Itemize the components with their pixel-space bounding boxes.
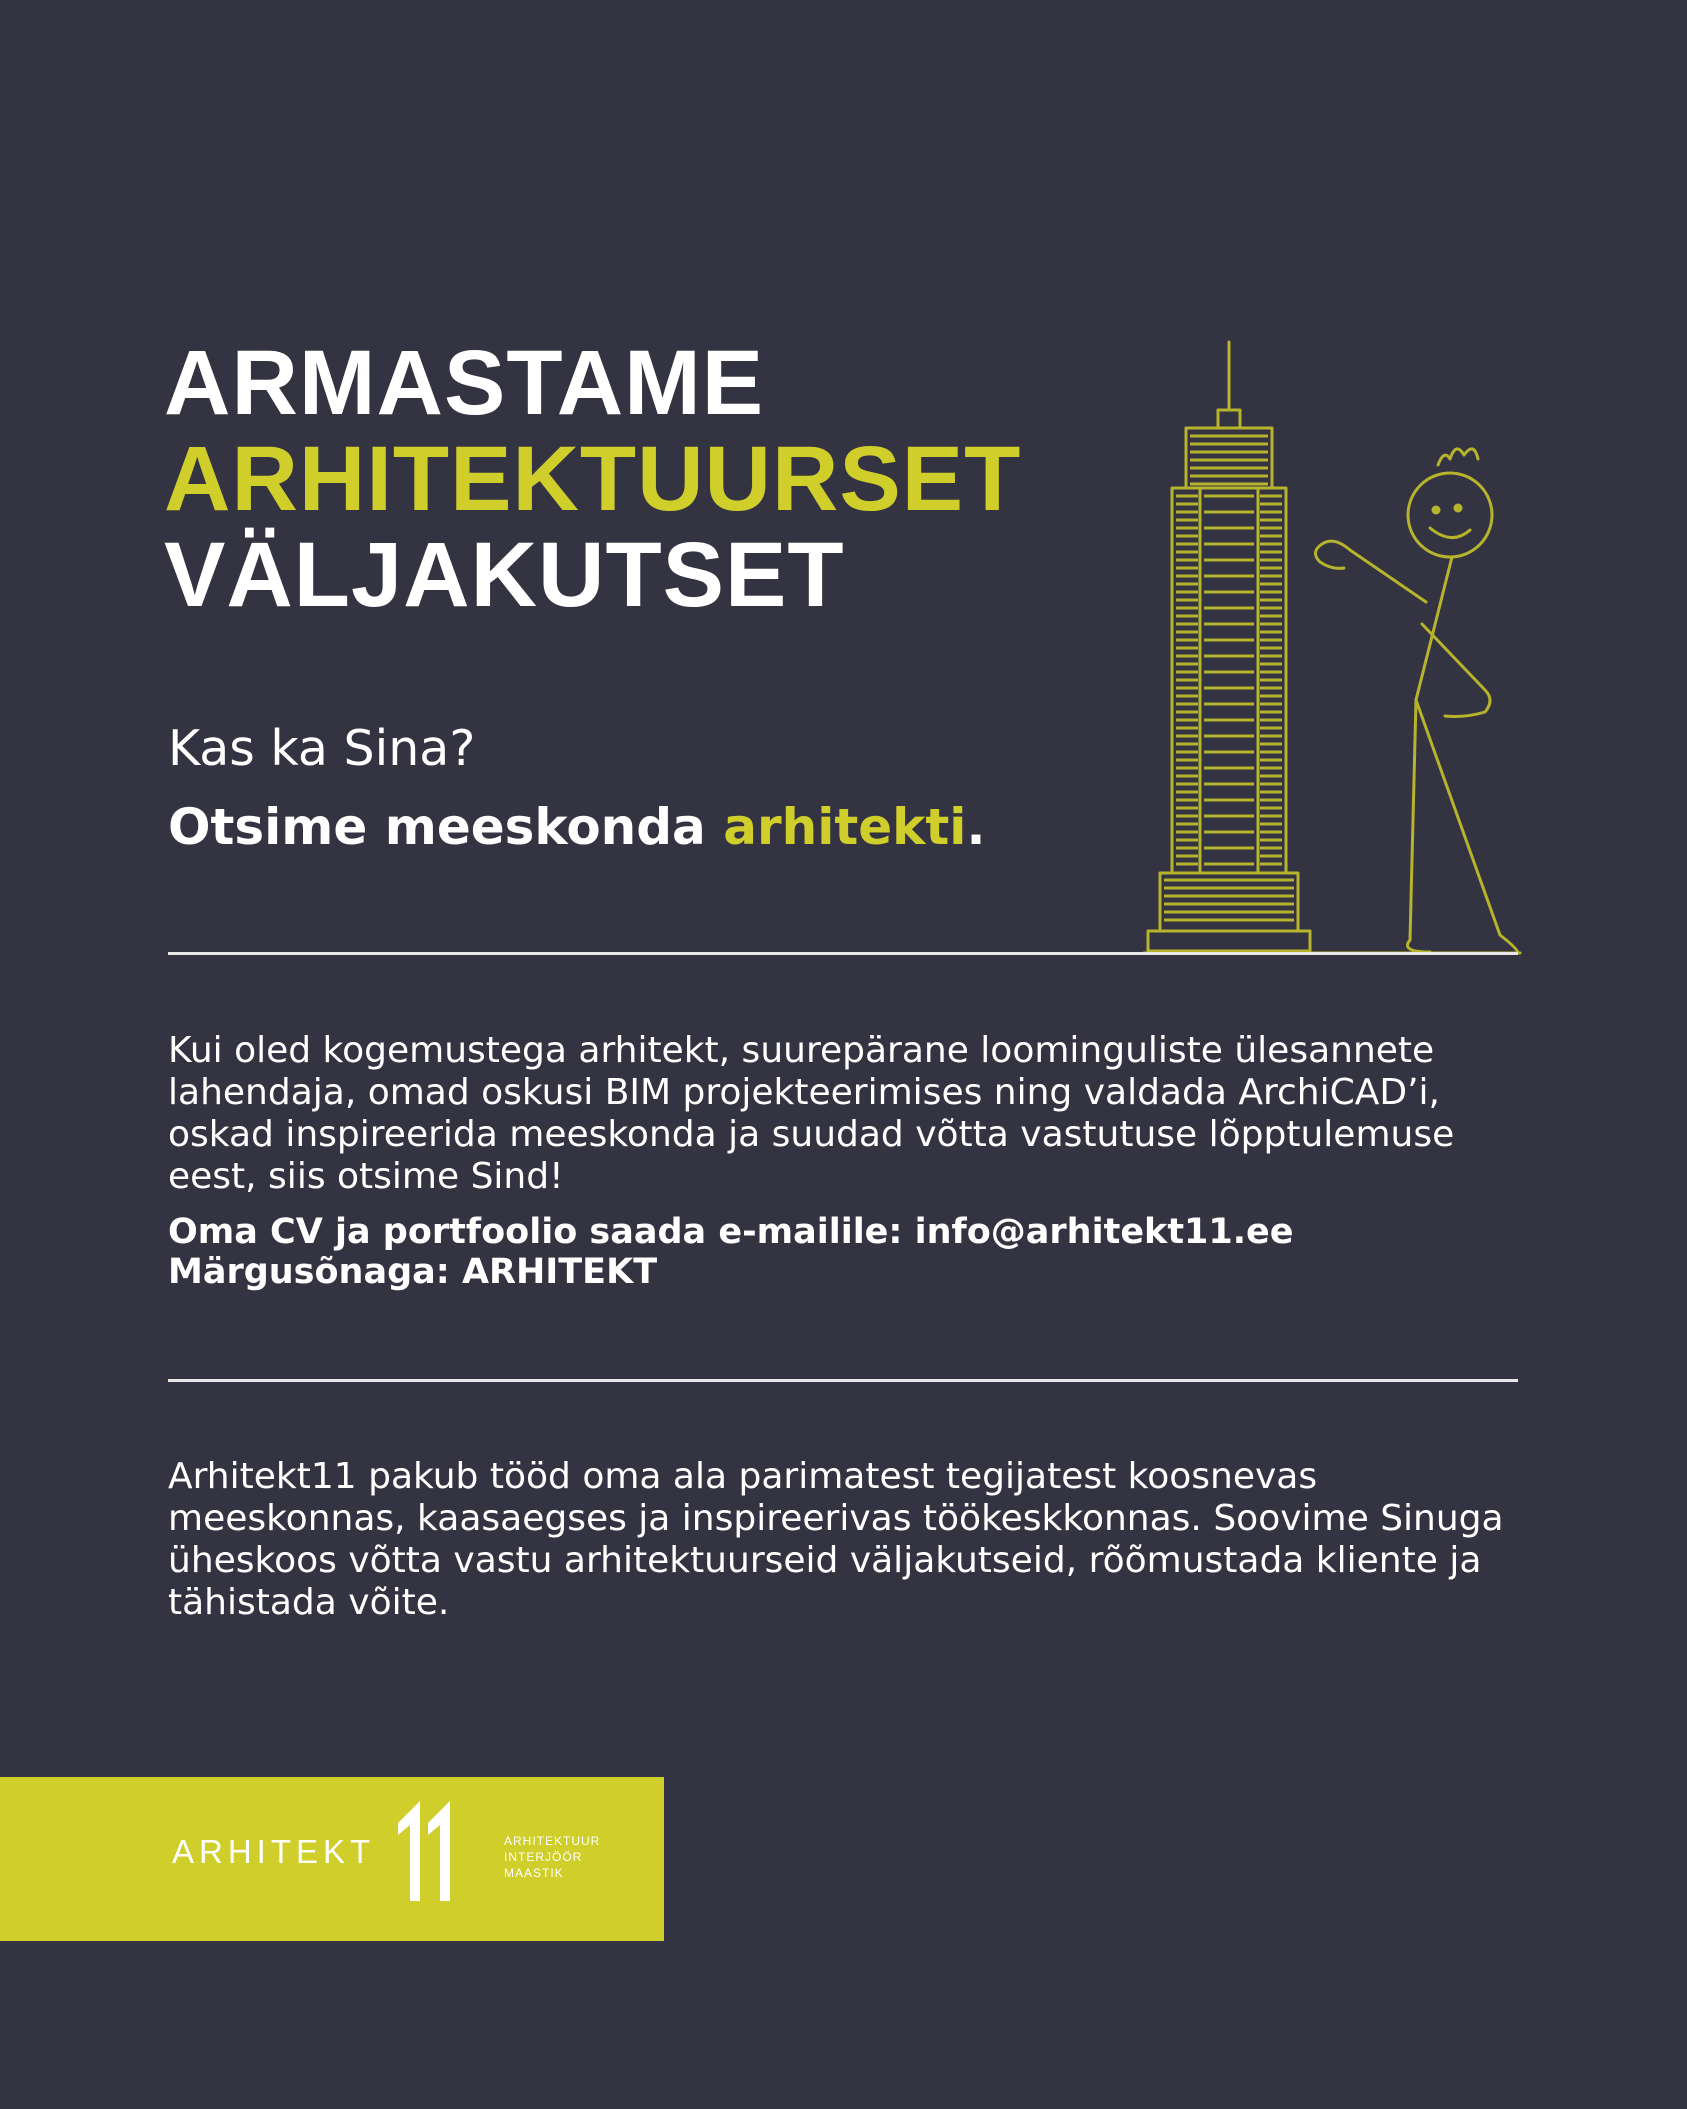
stick-figure	[1315, 449, 1518, 953]
divider-top	[168, 952, 1518, 955]
company-logo	[0, 1777, 664, 1941]
headline-line-1: ARMASTAME	[164, 332, 765, 434]
logo-taglines	[504, 1833, 600, 1881]
logo-tag-architecture: ARHITEKTUUR	[504, 1834, 601, 1848]
logo-11-mark	[398, 1801, 458, 1901]
subheading-accent: arhitekti	[723, 798, 967, 856]
skyscraper-illustration	[1140, 340, 1530, 955]
building-window-lines	[1164, 436, 1294, 920]
subheading-question: Kas ka Sina?	[168, 720, 476, 777]
logo-wordmark: ARHITEKT	[172, 1833, 376, 1870]
subheading-end: .	[966, 798, 986, 856]
contact-info	[168, 1212, 1294, 1292]
subheading-lead-text: Otsime meeskonda	[168, 798, 724, 856]
divider-bottom	[168, 1379, 1518, 1382]
contact-email-line: Oma CV ja portfoolio saada e-mailile: info@arhitekt11.ee	[168, 1212, 1294, 1252]
logo-tag-landscape: MAASTIK	[504, 1866, 564, 1880]
offer-paragraph: Arhitekt11 pakub tööd oma ala parimatest tegijatest koosnevas meeskonnas, kaasaegses ja inspireerivas töökeskkonnas. Soovime Sinuga üheskoos võtta vastu arhitektuurseid väljakutseid, rõõmustada kliente ja tähistada võite.	[168, 1456, 1504, 1623]
headline	[164, 332, 1022, 626]
headline-line-3: VÄLJAKUTSET	[164, 524, 845, 626]
subheading-lead	[168, 798, 985, 856]
headline-line-2: ARHITEKTUURSET	[164, 428, 1022, 530]
logo-tag-interior: INTERJÖÖR	[504, 1850, 583, 1864]
intro-paragraph: Kui oled kogemustega arhitekt, suurepärane loominguliste ülesannete lahendaja, omad oskusi BIM projekteerimises ning valdada ArchiCAD’i, oskad inspireerida meeskonda ja suudad võtta vastutuse lõpptulemuse eest, siis otsime Sind!	[168, 1030, 1455, 1197]
contact-keyword-line: Märgusõnaga: ARHITEKT	[168, 1252, 658, 1292]
